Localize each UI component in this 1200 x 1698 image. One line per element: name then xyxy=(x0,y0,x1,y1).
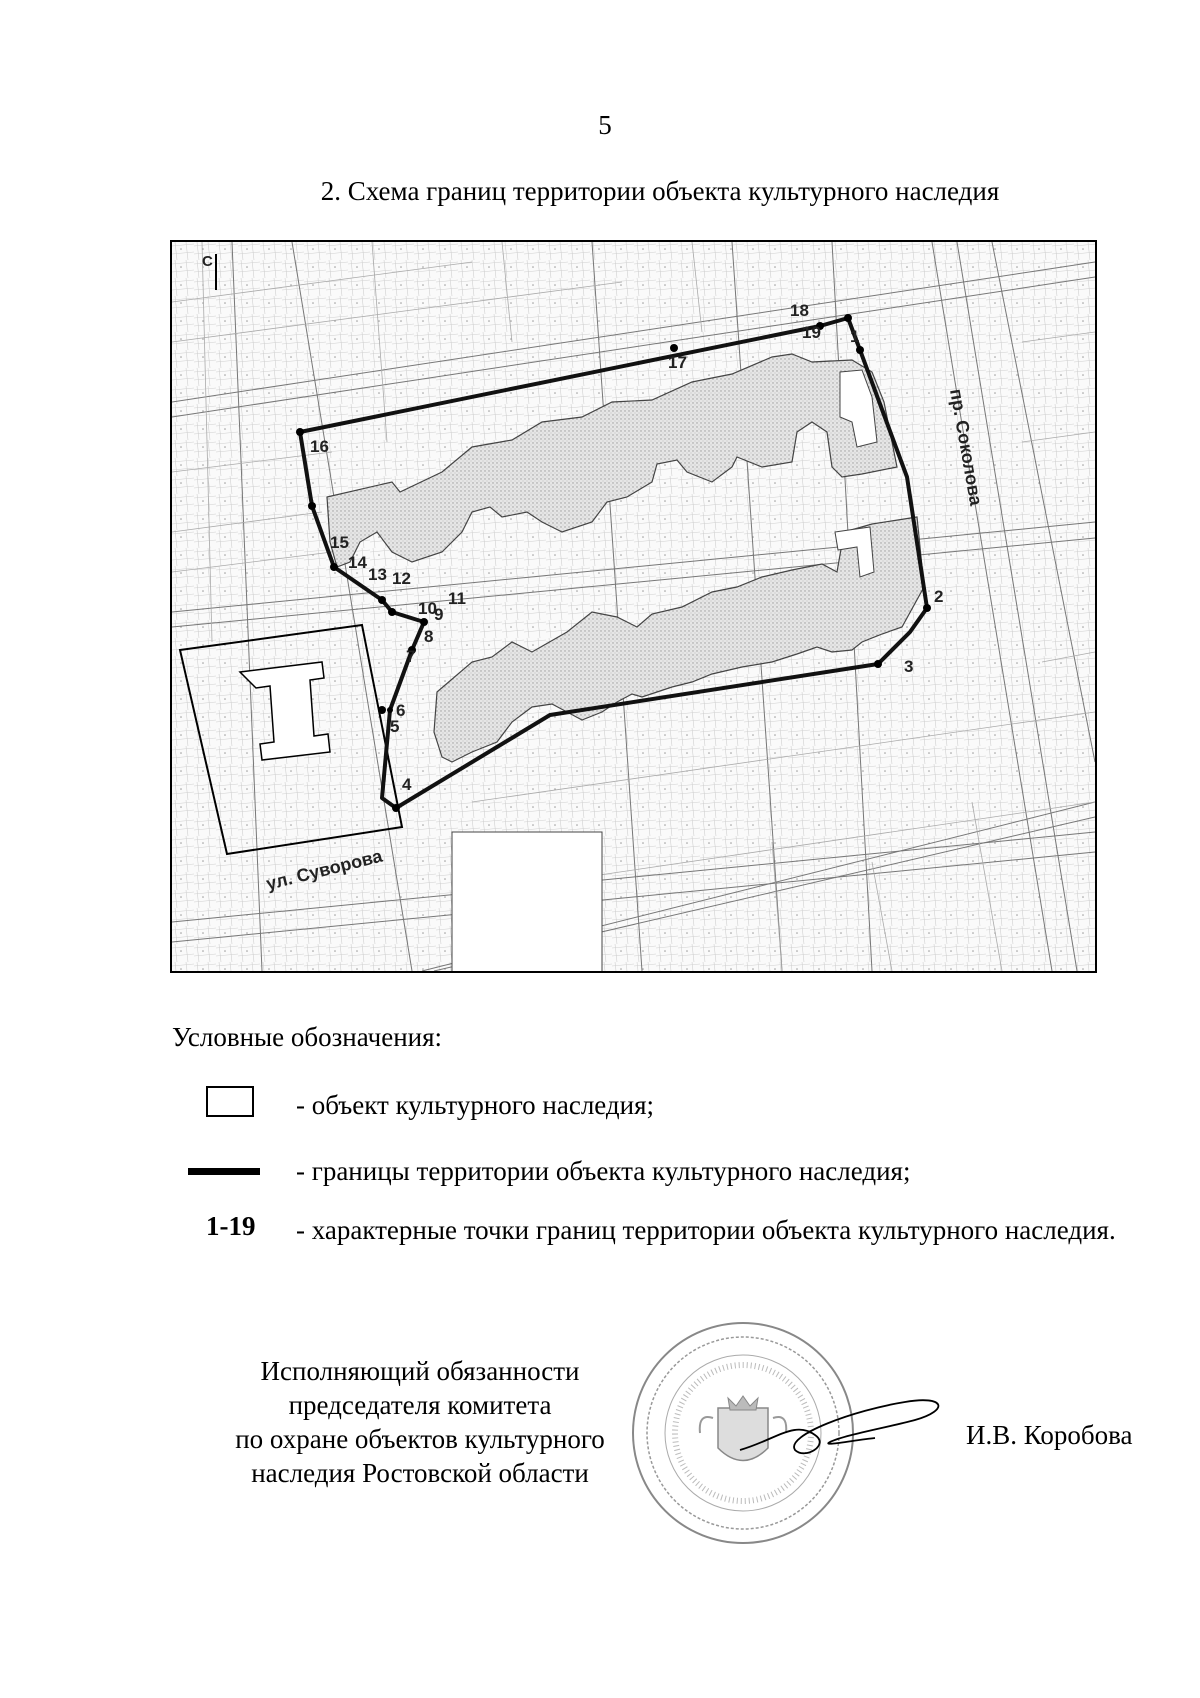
map-drawing xyxy=(172,242,1095,971)
block-bottom xyxy=(452,832,602,971)
page-number: 5 xyxy=(598,110,612,140)
point-label-4: 4 xyxy=(402,775,412,794)
signer-name: И.В. Коробова xyxy=(966,1420,1133,1450)
boundary-map xyxy=(170,240,1097,973)
handwritten-signature xyxy=(735,1380,955,1470)
street-label-sokolova: пр. Соколова xyxy=(946,387,987,508)
scheme-title: 2. Схема границ территории объекта культурного наследия xyxy=(320,176,1000,206)
signer-position-line: председателя комитета xyxy=(288,1390,552,1420)
point-label-1: 1 xyxy=(850,327,860,346)
legend-points-symbol: 1-19 xyxy=(206,1211,256,1241)
legend-heading: Условные обозначения: xyxy=(172,1022,443,1052)
point-label-7: 7 xyxy=(406,647,416,666)
signer-position-line: Исполняющий обязанности xyxy=(260,1356,580,1386)
signer-position xyxy=(200,1354,640,1490)
signer-position-line: по охране объектов культурного xyxy=(235,1424,605,1454)
point-label-6: 6 xyxy=(396,701,406,720)
point-label-16: 16 xyxy=(310,437,329,456)
point-label-8: 8 xyxy=(424,627,434,646)
point-label-9: 9 xyxy=(434,605,444,624)
point-label-12: 12 xyxy=(392,569,411,588)
street-label-suvorova: ул. Суворова xyxy=(264,845,385,894)
point-label-11: 11 xyxy=(448,589,466,608)
point-label-17: 17 xyxy=(668,353,687,372)
point-label-3: 3 xyxy=(904,657,914,676)
point-label-15: 15 xyxy=(330,533,349,552)
signer-position-line: наследия Ростовской области xyxy=(251,1458,589,1488)
point-label-2: 2 xyxy=(934,587,944,606)
legend-boundary-line-symbol xyxy=(188,1168,260,1175)
point-label-19: 19 xyxy=(802,323,821,342)
legend-boundary-text: - границы территории объекта культурного наследия; xyxy=(296,1156,911,1186)
north-label: С xyxy=(202,253,213,270)
legend-heritage-object-symbol xyxy=(206,1086,254,1117)
legend-points-text: - характерные точки границ территории объекта культурного наследия. xyxy=(296,1215,1116,1245)
point-label-13: 13 xyxy=(368,565,387,584)
point-label-10: 10 xyxy=(418,599,437,618)
point-label-18: 18 xyxy=(790,301,809,320)
legend-heritage-object-text: - объект культурного наследия; xyxy=(296,1090,655,1120)
point-label-5: 5 xyxy=(390,717,400,736)
point-label-14: 14 xyxy=(348,553,367,572)
